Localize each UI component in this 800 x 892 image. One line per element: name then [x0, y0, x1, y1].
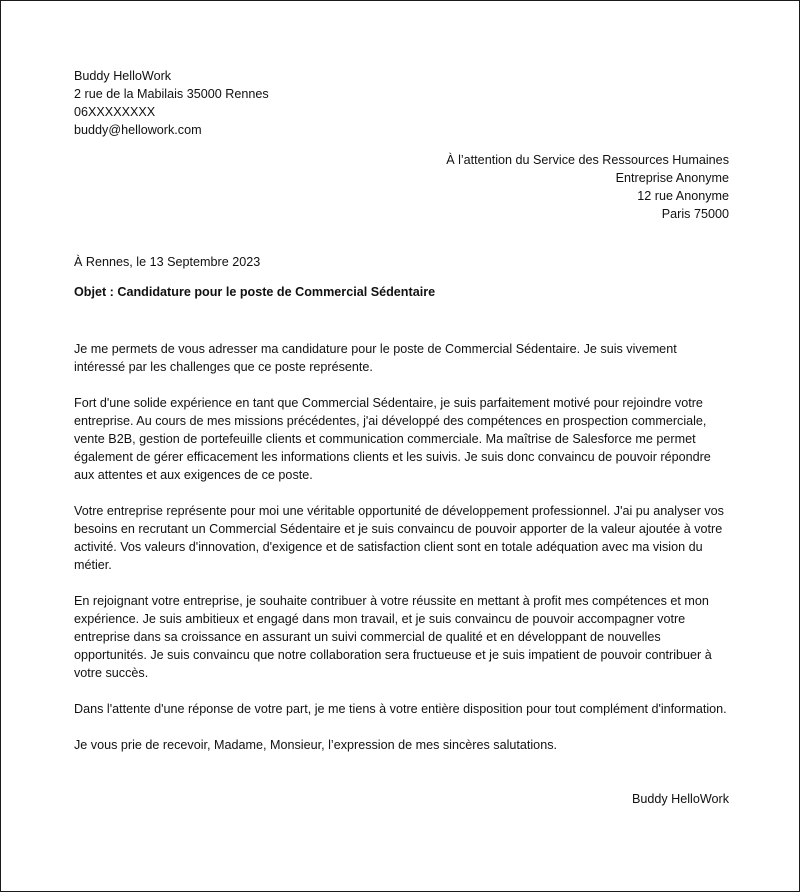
signature: Buddy HelloWork	[631, 792, 729, 806]
recipient-block	[74, 151, 729, 223]
recipient-attention: À l’attention du Service des Ressources Humaines	[446, 153, 729, 167]
paragraph: Dans l'attente d'une réponse de votre part, je me tiens à votre entière disposition pour tout complément d'information.	[74, 702, 727, 716]
paragraph: Je me permets de vous adresser ma candidature pour le poste de Commercial Sédentaire. Je suis vivement intéressé par les challenges que ce poste représente.	[74, 342, 677, 374]
paragraph: En rejoignant votre entreprise, je souhaite contribuer à votre réussite en mettant à profit mes compétences et mon expérience. Je suis ambitieux et engagé dans mon travail, et je suis convaincu de pouvoir accompagner votre entreprise dans sa croissance en assurant un suivi commercial de qualité et en développant de nouvelles opportunités. Je suis convaincu que notre collaboration sera fructueuse et je suis impatient de pouvoir contribuer à votre succès.	[74, 594, 712, 680]
sender-address: 2 rue de la Mabilais 35000 Rennes	[74, 87, 269, 101]
sender-name: Buddy HelloWork	[74, 69, 172, 83]
subject-line: Objet : Candidature pour le poste de Commercial Sédentaire	[74, 285, 436, 299]
date-line: À Rennes, le 13 Septembre 2023	[74, 255, 261, 269]
recipient-company: Entreprise Anonyme	[615, 171, 729, 185]
sender-email: buddy@hellowork.com	[74, 123, 202, 137]
recipient-city: Paris 75000	[661, 207, 729, 221]
sender-phone: 06XXXXXXXX	[74, 105, 156, 119]
letter-body	[74, 340, 729, 754]
paragraph: Fort d'une solide expérience en tant que Commercial Sédentaire, je suis parfaitement motivé pour rejoindre votre entreprise. Au cours de mes missions précédentes, j'ai développé des compétences en prospection commerciale, vente B2B, gestion de portefeuille clients et communication commerciale. Ma maîtrise de Salesforce me permet également de gérer efficacement les informations clients et les suivis. Je suis donc convaincu de pouvoir répondre aux attentes et aux exigences de ce poste.	[74, 396, 711, 482]
paragraph: Je vous prie de recevoir, Madame, Monsieur, l’expression de mes sincères salutations.	[74, 738, 557, 752]
letter-content	[74, 67, 729, 808]
sender-block	[74, 67, 729, 139]
recipient-street: 12 rue Anonyme	[637, 189, 729, 203]
paragraph: Votre entreprise représente pour moi une véritable opportunité de développement professionnel. J'ai pu analyser vos besoins en recrutant un Commercial Sédentaire et je suis convaincu de pouvoir apporter de la valeur ajoutée à votre activité. Vos valeurs d'innovation, d'exigence et de satisfaction client sont en totale adéquation avec ma vision du métier.	[74, 504, 724, 572]
